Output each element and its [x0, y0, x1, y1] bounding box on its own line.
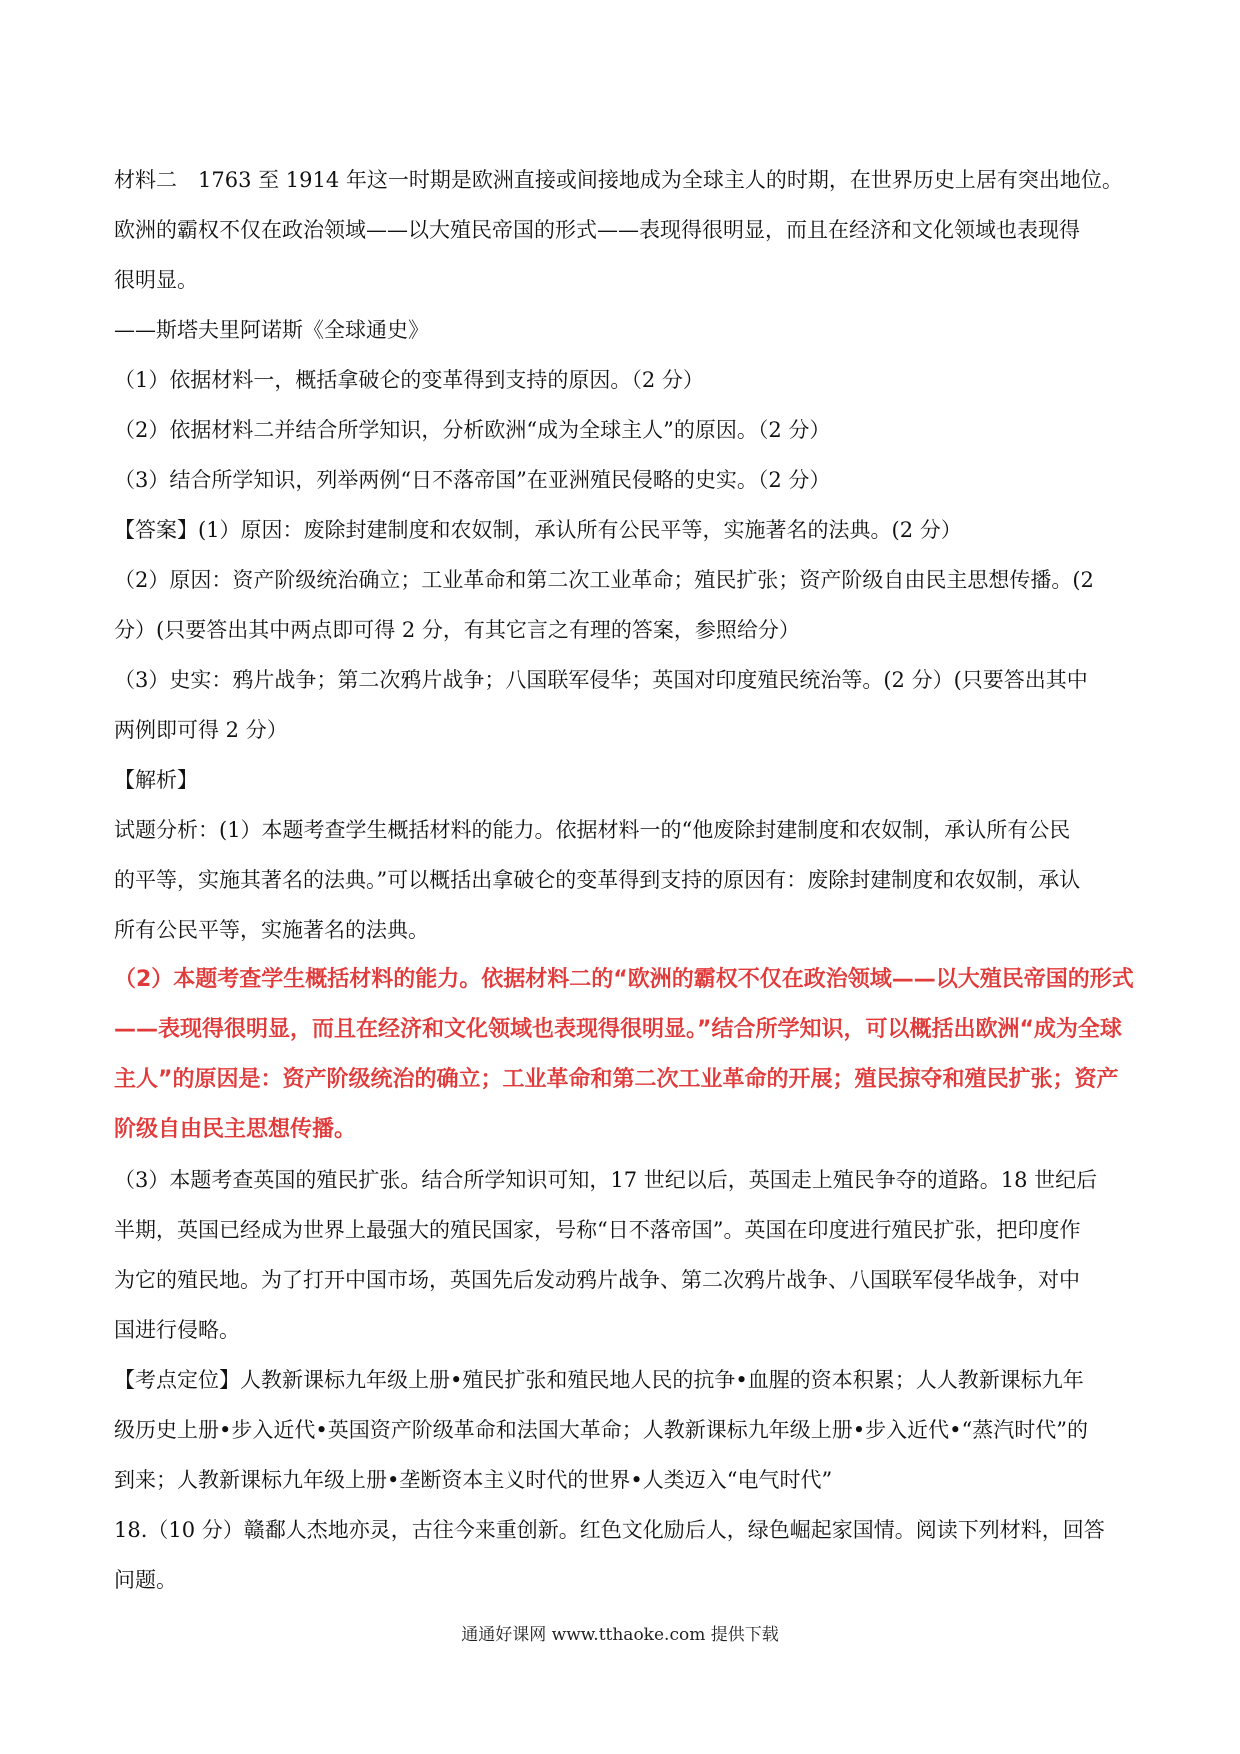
- highlighted-text-line: ——表现得很明显，而且在经济和文化领域也表现得很明显。”结合所学知识，可以概括出欧洲“成为全球: [114, 1017, 1122, 1042]
- text-line: （1）依据材料一，概括拿破仑的变革得到支持的原因。（2 分）: [114, 368, 704, 392]
- text-line: 【答案】(1）原因：废除封建制度和农奴制，承认所有公民平等，实施著名的法典。(2 分）: [114, 518, 962, 542]
- text-line: 两例即可得 2 分）: [114, 718, 288, 742]
- text-line: 的平等，实施其著名的法典。”可以概括出拿破仑的变革得到支持的原因有：废除封建制度和农奴制，承认: [114, 868, 1081, 892]
- text-line: 【解析】: [114, 768, 198, 792]
- text-line: （2）原因：资产阶级统治确立；工业革命和第二次工业革命；殖民扩张；资产阶级自由民主思想传播。(2: [114, 568, 1094, 592]
- highlighted-text-line: （2）本题考查学生概括材料的能力。依据材料二的“欧洲的霸权不仅在政治领域——以大殖民帝国的形式: [114, 967, 1134, 992]
- text-line: 欧洲的霸权不仅在政治领域——以大殖民帝国的形式——表现得很明显，而且在经济和文化领域也表现得: [114, 218, 1080, 242]
- text-line: 【考点定位】人教新课标九年级上册•殖民扩张和殖民地人民的抗争•血腥的资本积累；人人教新课标九年: [114, 1368, 1084, 1392]
- text-line: 半期，英国已经成为世界上最强大的殖民国家，号称“日不落帝国”。英国在印度进行殖民扩张，把印度作: [114, 1218, 1081, 1242]
- text-line: ——斯塔夫里阿诺斯《全球通史》: [114, 318, 429, 342]
- document-body: [114, 155, 1139, 1605]
- text-line: 到来；人教新课标九年级上册•垄断资本主义时代的世界•人类迈入“电气时代”: [114, 1468, 833, 1492]
- text-line: 为它的殖民地。为了打开中国市场，英国先后发动鸦片战争、第二次鸦片战争、八国联军侵华战争，对中: [114, 1268, 1080, 1292]
- text-line: 很明显。: [114, 268, 198, 292]
- text-line: 试题分析：(1）本题考查学生概括材料的能力。依据材料一的“他废除封建制度和农奴制，承认所有公民: [114, 818, 1071, 842]
- text-line: 分）(只要答出其中两点即可得 2 分，有其它言之有理的答案，参照给分）: [114, 618, 800, 642]
- text-line: 材料二 1763 至 1914 年这一时期是欧洲直接或间接地成为全球主人的时期，在世界历史上居有突出地位。: [114, 168, 1123, 192]
- text-line: （3）史实：鸦片战争；第二次鸦片战争；八国联军侵华；英国对印度殖民统治等。(2 分）(只要答出其中: [114, 668, 1088, 692]
- text-line: 18.（10 分）赣鄱人杰地亦灵，古往今来重创新。红色文化励后人，绿色崛起家国情。阅读下列材料，回答: [114, 1518, 1105, 1542]
- page-footer: 通通好课网 www.tthaoke.com 提供下载: [461, 1625, 779, 1645]
- text-line: 所有公民平等，实施著名的法典。: [114, 918, 429, 942]
- text-line: （2）依据材料二并结合所学知识，分析欧洲“成为全球主人”的原因。（2 分）: [114, 418, 831, 442]
- text-line: 问题。: [114, 1568, 177, 1592]
- text-line: 级历史上册•步入近代•英国资产阶级革命和法国大革命；人教新课标九年级上册•步入近代•“蒸汽时代”的: [114, 1418, 1089, 1442]
- highlighted-text-line: 阶级自由民主思想传播。: [114, 1117, 357, 1142]
- highlighted-text-line: 主人”的原因是：资产阶级统治的确立；工业革命和第二次工业革命的开展；殖民掠夺和殖民扩张；资产: [114, 1067, 1119, 1092]
- text-line: 国进行侵略。: [114, 1318, 240, 1342]
- text-line: （3）本题考查英国的殖民扩张。结合所学知识可知，17 世纪以后，英国走上殖民争夺的道路。18 世纪后: [114, 1168, 1098, 1192]
- text-line: （3）结合所学知识，列举两例“日不落帝国”在亚洲殖民侵略的史实。（2 分）: [114, 468, 831, 492]
